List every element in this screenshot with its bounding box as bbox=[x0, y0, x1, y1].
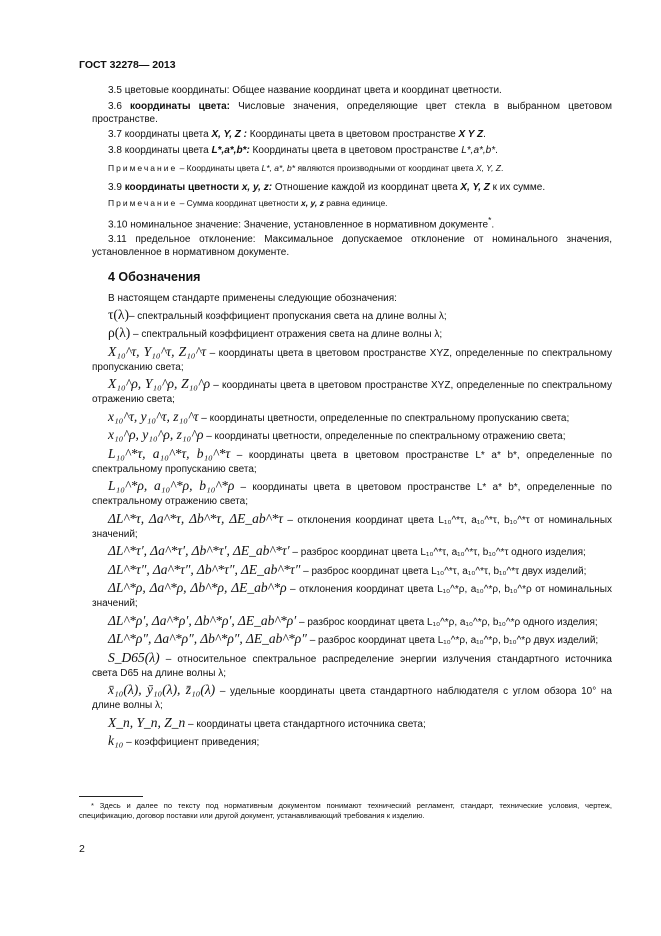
symbol-item: x₁₀^τ, y₁₀^τ, z₁₀^τ – координаты цветности, определенные по спектральному пропусканию света; bbox=[108, 408, 570, 424]
footnote-divider bbox=[79, 796, 143, 797]
definition-3-9: 3.9 координаты цветности x, y, z: Отношение каждой из координат цвета X, Y, Z к их сумме. bbox=[108, 181, 546, 193]
main-content bbox=[92, 84, 612, 753]
definition-3-6: 3.6 координаты цвета: Числовые значения, определяющие цвет стекла в выбранном цветовом пространстве. bbox=[92, 100, 612, 125]
note-1: Примечание – Координаты цвета L*, a*, b* являются производными от координат цвета X, Y, Z. bbox=[108, 162, 504, 173]
symbol-item: X_n, Y_n, Z_n – координаты цвета стандартного источника света; bbox=[108, 714, 426, 730]
definition-3-7: 3.7 координаты цвета X, Y, Z : Координаты цвета в цветовом пространстве X Y Z. bbox=[108, 129, 486, 140]
symbol-item: x̄₁₀(λ), ȳ₁₀(λ), z̄₁₀(λ) – удельные координаты цвета стандартного наблюдателя с углом обзора 10° на длине волны λ; bbox=[92, 682, 612, 712]
symbol-item: ΔL^*τ, Δa^*τ, Δb^*τ, ΔE_ab^*τ – отклонения координат цвета L₁₀^*τ, a₁₀^*τ, b₁₀^*τ от номинальных значений; bbox=[92, 510, 612, 540]
symbol-item: X₁₀^ρ, Y₁₀^ρ, Z₁₀^ρ – координаты цвета в цветовом пространстве XYZ, определенные по спектральному отражению света; bbox=[92, 376, 612, 406]
definition-3-8: 3.8 координаты цвета L*,a*,b*: Координаты цвета в цветовом пространстве L*,a*,b*. bbox=[108, 144, 498, 156]
page-number: 2 bbox=[79, 843, 85, 855]
definition-3-5: 3.5 цветовые координаты: Общее название координат цвета и координат цветности. bbox=[108, 85, 502, 96]
symbol-item: X₁₀^τ, Y₁₀^τ, Z₁₀^τ – координаты цвета в цветовом пространстве XYZ, определенные по спектральному пропусканию света; bbox=[92, 343, 612, 373]
symbol-item: L₁₀^*ρ, a₁₀^*ρ, b₁₀^*ρ – координаты цвета в цветовом пространстве L* a* b*, определенные по спектральному отражению света; bbox=[92, 478, 612, 508]
symbol-item: ΔL^*ρ, Δa^*ρ, Δb^*ρ, ΔE_ab^*ρ – отклонения координат цвета L₁₀^*ρ, a₁₀^*ρ, b₁₀^*ρ от номинальных значений; bbox=[92, 580, 612, 610]
definition-3-11: 3.11 предельное отклонение: Максимальное допускаемое отклонение от номинального значения, установленное в нормативном документе. bbox=[92, 234, 612, 259]
symbol-item: ΔL^*τ″, Δa^*τ″, Δb^*τ″, ΔE_ab^*τ″ – разброс координат цвета L₁₀^*τ, a₁₀^*τ, b₁₀^*τ двух изделий; bbox=[108, 561, 587, 577]
symbol-item: S_D65(λ) – относительное спектральное распределение энергии излучения стандартного источника света D65 на длине волны λ; bbox=[92, 649, 612, 679]
symbol-item: ΔL^*τ′, Δa^*τ′, Δb^*τ′, ΔE_ab^*τ′ – разброс координат цвета L₁₀^*τ, a₁₀^*τ, b₁₀^*τ одного изделия; bbox=[108, 543, 586, 559]
note-2: Примечание – Сумма координат цветности x, y, z равна единице. bbox=[108, 197, 388, 208]
section-title: 4 Обозначения bbox=[108, 270, 201, 285]
symbol-item: τ(λ)– спектральный коэффициент пропускания света на длине волны λ; bbox=[108, 306, 447, 322]
symbol-item: ρ(λ) – спектральный коэффициент отражения света на длине волны λ; bbox=[108, 325, 443, 341]
symbols-list bbox=[92, 308, 612, 751]
definition-3-10: 3.10 номинальное значение: Значение, установленное в нормативном документе*. bbox=[108, 214, 495, 230]
symbol-item: ΔL^*ρ′, Δa^*ρ′, Δb^*ρ′, ΔE_ab^*ρ′ – разброс координат цвета L₁₀^*ρ, a₁₀^*ρ, b₁₀^*ρ одного изделия; bbox=[108, 612, 598, 628]
symbol-item: x₁₀^ρ, y₁₀^ρ, z₁₀^ρ – координаты цветности, определенные по спектральному отражению света; bbox=[108, 427, 566, 443]
symbol-item: L₁₀^*τ, a₁₀^*τ, b₁₀^*τ – координаты цвета в цветовом пространстве L* a* b*, определенные по спектральному пропусканию света; bbox=[92, 445, 613, 475]
symbol-item: ΔL^*ρ″, Δa^*ρ″, Δb^*ρ″, ΔE_ab^*ρ″ – разброс координат цвета L₁₀^*ρ, a₁₀^*ρ, b₁₀^*ρ двух изделий; bbox=[108, 631, 599, 647]
section-intro: В настоящем стандарте применены следующие обозначения: bbox=[108, 293, 397, 305]
document-header: ГОСТ 32278— 2013 bbox=[79, 59, 176, 71]
footnote: * Здесь и далее по тексту под нормативным документом понимают технический регламент, стандарт, технические условия, чертеж, спецификацию, договор поставки или другой документ, устанавливающий требования к изделию. bbox=[79, 801, 612, 820]
symbol-item: k₁₀ – коэффициент приведения; bbox=[108, 733, 260, 749]
